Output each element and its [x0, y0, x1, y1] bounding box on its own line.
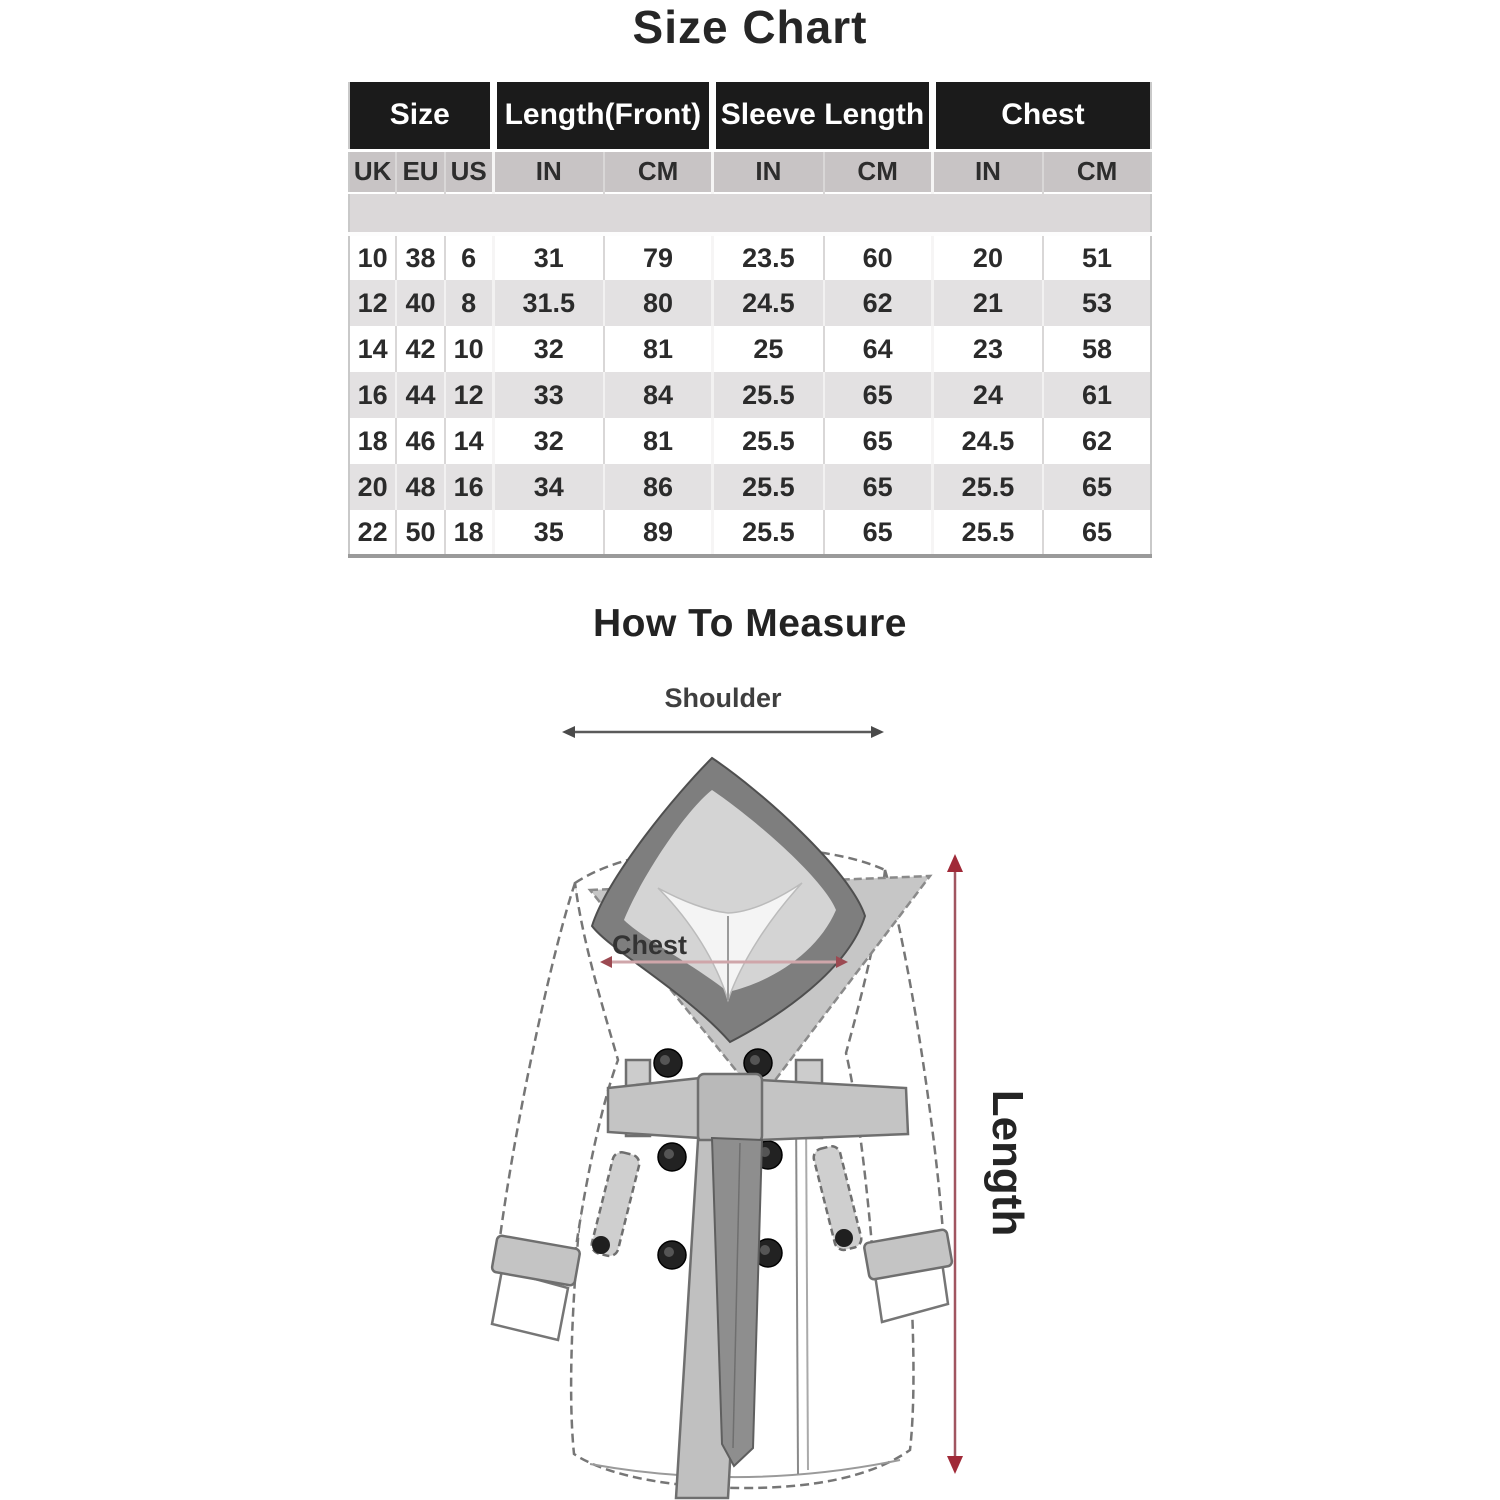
table-cell: 38 — [396, 234, 444, 280]
table-row — [349, 280, 1151, 326]
table-cell: 23 — [932, 326, 1043, 372]
table-cell: 89 — [604, 510, 713, 556]
table-cell: 25.5 — [713, 464, 824, 510]
column-subheader: IN — [932, 150, 1043, 193]
table-subheader-row — [349, 150, 1151, 193]
table-cell: 24 — [932, 372, 1043, 418]
table-cell: 46 — [396, 418, 444, 464]
column-subheader: US — [445, 150, 493, 193]
table-cell: 50 — [396, 510, 444, 556]
how-to-measure-title: How To Measure — [593, 602, 907, 645]
table-cell: 12 — [445, 372, 493, 418]
table-cell: 81 — [604, 418, 713, 464]
table-cell: 20 — [349, 464, 396, 510]
column-subheader: UK — [349, 150, 396, 193]
table-cell: 34 — [493, 464, 604, 510]
page-title: Size Chart — [632, 1, 868, 53]
column-group-header: Chest — [932, 82, 1151, 150]
column-subheader: CM — [1043, 150, 1151, 193]
size-table-body — [349, 193, 1151, 556]
table-row — [349, 326, 1151, 372]
table-cell: 44 — [396, 372, 444, 418]
size-table-header — [349, 82, 1151, 193]
table-cell: 84 — [604, 372, 713, 418]
table-cell: 6 — [445, 234, 493, 280]
column-group-header: Size — [349, 82, 493, 150]
table-cell: 65 — [824, 372, 933, 418]
table-cell: 8 — [445, 280, 493, 326]
table-cell: 23.5 — [713, 234, 824, 280]
right-pocket-button — [835, 1229, 853, 1247]
column-group-header: Length(Front) — [493, 82, 713, 150]
table-cell: 18 — [349, 418, 396, 464]
table-cell: 40 — [396, 280, 444, 326]
length-label: Length — [983, 1089, 1032, 1237]
table-cell: 32 — [493, 418, 604, 464]
table-cell: 64 — [824, 326, 933, 372]
table-cell: 62 — [1043, 418, 1151, 464]
table-cell: 65 — [824, 510, 933, 556]
table-cell: 10 — [349, 234, 396, 280]
table-cell: 12 — [349, 280, 396, 326]
table-group-header-row — [349, 82, 1151, 150]
table-row — [349, 234, 1151, 280]
table-row — [349, 510, 1151, 556]
table-cell: 14 — [349, 326, 396, 372]
column-subheader: IN — [713, 150, 824, 193]
table-cell: 20 — [932, 234, 1043, 280]
table-spacer-cell — [349, 193, 1151, 234]
column-subheader: EU — [396, 150, 444, 193]
table-cell: 14 — [445, 418, 493, 464]
table-cell: 25.5 — [713, 372, 824, 418]
size-table-container — [348, 82, 1152, 558]
table-cell: 60 — [824, 234, 933, 280]
table-cell: 53 — [1043, 280, 1151, 326]
table-cell: 18 — [445, 510, 493, 556]
length-measure-indicator — [947, 854, 1032, 1474]
table-cell: 35 — [493, 510, 604, 556]
chest-label: Chest — [612, 930, 688, 960]
shoulder-arrow — [562, 726, 884, 738]
table-cell: 81 — [604, 326, 713, 372]
table-cell: 33 — [493, 372, 604, 418]
table-cell: 25.5 — [713, 418, 824, 464]
table-cell: 22 — [349, 510, 396, 556]
table-cell: 16 — [445, 464, 493, 510]
column-group-header: Sleeve Length — [713, 82, 933, 150]
table-cell: 62 — [824, 280, 933, 326]
table-cell: 16 — [349, 372, 396, 418]
table-cell: 48 — [396, 464, 444, 510]
table-cell: 65 — [1043, 510, 1151, 556]
table-row — [349, 372, 1151, 418]
left-pocket-button — [592, 1236, 610, 1254]
table-row — [349, 418, 1151, 464]
table-cell: 24.5 — [932, 418, 1043, 464]
coat-measure-diagram — [450, 748, 1070, 1500]
shoulder-measure-indicator — [558, 682, 888, 746]
table-cell: 79 — [604, 234, 713, 280]
table-row — [349, 464, 1151, 510]
table-cell: 51 — [1043, 234, 1151, 280]
table-cell: 10 — [445, 326, 493, 372]
table-cell: 31.5 — [493, 280, 604, 326]
table-cell: 25 — [713, 326, 824, 372]
table-cell: 86 — [604, 464, 713, 510]
column-subheader: IN — [493, 150, 604, 193]
table-cell: 65 — [824, 418, 933, 464]
table-cell: 61 — [1043, 372, 1151, 418]
table-cell: 65 — [1043, 464, 1151, 510]
size-table — [348, 82, 1152, 558]
table-cell: 21 — [932, 280, 1043, 326]
table-cell: 42 — [396, 326, 444, 372]
table-cell: 65 — [824, 464, 933, 510]
table-cell: 31 — [493, 234, 604, 280]
table-cell: 24.5 — [713, 280, 824, 326]
column-subheader: CM — [604, 150, 713, 193]
shoulder-label: Shoulder — [664, 683, 782, 713]
table-cell: 25.5 — [932, 464, 1043, 510]
table-cell: 25.5 — [932, 510, 1043, 556]
table-cell: 80 — [604, 280, 713, 326]
table-spacer-row — [349, 193, 1151, 234]
table-cell: 58 — [1043, 326, 1151, 372]
table-cell: 25.5 — [713, 510, 824, 556]
column-subheader: CM — [824, 150, 933, 193]
belt-knot — [698, 1074, 762, 1142]
table-cell: 32 — [493, 326, 604, 372]
